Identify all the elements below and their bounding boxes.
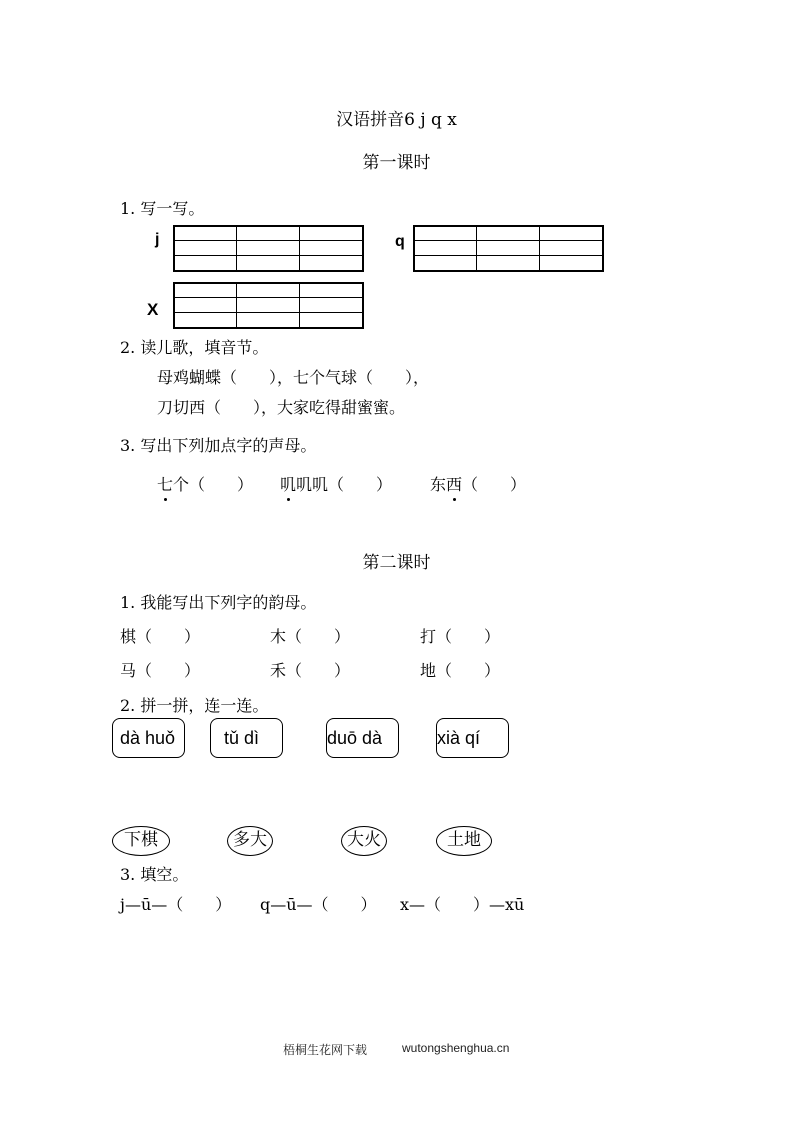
letter-q: q <box>395 233 405 250</box>
l2-q3-item-1: j—ū—（ ） <box>120 895 232 914</box>
item-rest: 叽叽（ ） <box>296 475 393 494</box>
l2-q3-item-3: x—（ ）—xū <box>400 895 525 914</box>
l1-q3-item-2 <box>280 472 392 495</box>
letter-x: X <box>147 300 159 319</box>
word-oval-3[interactable]: 大火 <box>341 826 387 856</box>
l1-q3-item-1 <box>157 472 253 495</box>
dotted-char: 叽 <box>280 472 296 495</box>
item-rest: 个（ ） <box>173 475 254 494</box>
l1-q1-label: 1. 写一写。 <box>120 199 205 218</box>
writing-grid-x[interactable] <box>173 282 364 329</box>
l1-q2-line2: 刀切西（ ），大家吃得甜蜜蜜。 <box>157 398 406 417</box>
item-rest: （ ） <box>462 475 527 494</box>
l1-q2-label: 2. 读儿歌，填音节。 <box>120 338 269 357</box>
l1-q3-label: 3. 写出下列加点字的声母。 <box>120 436 317 455</box>
footer-url[interactable]: wutongshenghua.cn <box>402 1041 510 1055</box>
dotted-char: 七 <box>157 472 173 495</box>
word-oval-4[interactable]: 土地 <box>436 826 492 856</box>
l2-q1-row1-c: 打（ ） <box>420 627 501 646</box>
l2-q1-row2-a: 马（ ） <box>120 661 201 680</box>
l1-q3-item-3 <box>430 472 526 495</box>
l2-q1-label: 1. 我能写出下列字的韵母。 <box>120 593 317 612</box>
pinyin-box-2[interactable]: tǔ dì <box>210 718 283 758</box>
worksheet-title: 汉语拼音6 j q x <box>336 110 457 130</box>
writing-grid-q[interactable] <box>413 225 604 272</box>
writing-grid-j[interactable] <box>173 225 364 272</box>
l1-q2-line1: 母鸡蝴蝶（ ），七个气球（ ）， <box>157 368 430 387</box>
dotted-char: 西 <box>446 472 462 495</box>
l2-q3-item-2: q—ū—（ ） <box>260 895 377 914</box>
lesson-1-heading: 第一课时 <box>362 153 431 173</box>
l2-q2-label: 2. 拼一拼，连一连。 <box>120 696 269 715</box>
word-oval-1[interactable]: 下棋 <box>112 826 170 856</box>
pinyin-box-4[interactable]: xià qí <box>436 718 509 758</box>
l2-q1-row2-b: 禾（ ） <box>270 661 351 680</box>
l2-q1-row1-a: 棋（ ） <box>120 627 201 646</box>
lesson-2-heading: 第二课时 <box>362 553 431 573</box>
letter-j: j <box>155 231 160 248</box>
l2-q1-row1-b: 木（ ） <box>270 627 351 646</box>
l2-q1-row2-c: 地（ ） <box>420 661 501 680</box>
word-oval-2[interactable]: 多大 <box>227 826 273 856</box>
item-prefix: 东 <box>430 475 447 494</box>
pinyin-box-3[interactable]: duō dà <box>326 718 399 758</box>
footer-site-name: 梧桐生花网下载 <box>283 1043 368 1057</box>
pinyin-box-1[interactable]: dà huǒ <box>112 718 185 758</box>
l2-q3-label: 3. 填空。 <box>120 865 189 884</box>
